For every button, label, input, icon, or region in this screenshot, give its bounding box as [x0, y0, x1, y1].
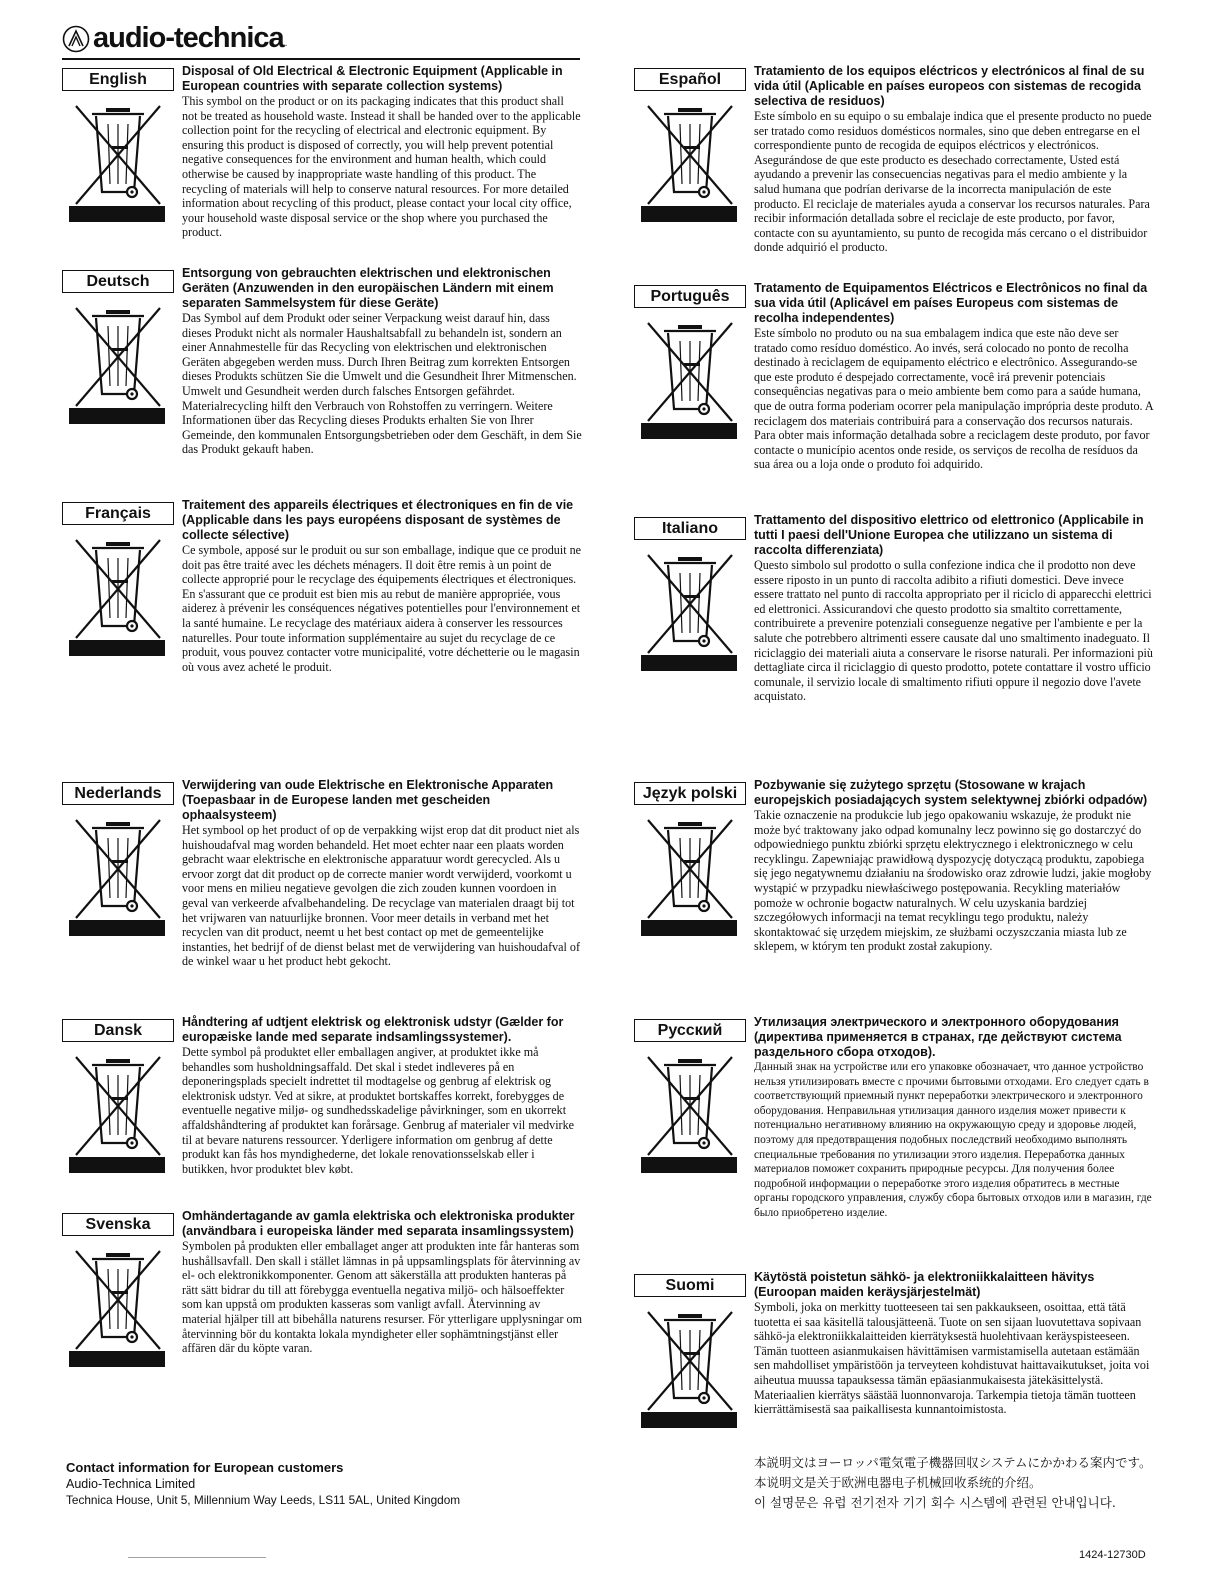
- lang-label: Svenska: [62, 1213, 174, 1236]
- section-body: Symboli, joka on merkitty tuotteeseen tai sen pakkaukseen, osoittaa, että tätä tuotetta ei saa käsitellä talousjätteenä. Tuote on sen sijaan luovutettava sopivaan sähkö-ja elektroniikkalaitteiden kierrätyksestä huolehtivaan keräyspisteeseen. Tämän tuotteen asianmukaisen hävittämisen varmistamisella autetaan estämään sen mahdolliset ympäristöön ja terveyteen kohdistuvat haittavaikutukset, joita voi aiheutua muussa tapauksessa tämän epäasianmukaisesta jätekäsittelystä. Materiaalien kierrätys säästää luonnonvaroja. Tarkempia tietoja tämän tuotteen kierrättämisestä saa paikallisesta kunnantoimistosta.: [754, 1300, 1150, 1417]
- japanese-note: 本説明文はヨーロッパ電気電子機器回収システムにかかわる案内です。: [754, 1455, 1152, 1470]
- section-body: Das Symbol auf dem Produkt oder seiner Verpackung weist darauf hin, dass dieses Produkt nicht als normaler Haushaltsabfall zu behandeln ist, sondern an einer Annahmestelle für das Recycling von elektrischen und elektronischen Geräten abgegeben werden muss. Durch Ihren Beitrag zum korrekten Entsorgen dieses Produkts schützen Sie die Umwelt und die Gesundheit Ihrer Mitmenschen. Umwelt und Gesundheit werden durch falsches Entsorgen gefährdet. Materialrecycling hilft den Verbrauch von Rohstoffen zu verringern. Weitere Informationen über das Recycling dieses Produkts erhalten Sie von Ihrer Gemeinde, den kommunalen Entsorgungsbetrieben oder dem Geschäft, in dem Sie das Produkt gekauft haben.: [182, 311, 582, 457]
- weee-bar: [641, 1412, 737, 1428]
- weee-bin-icon: [68, 1245, 168, 1353]
- lang-label: Dansk: [62, 1019, 174, 1042]
- section-title: Tratamento de Equipamentos Eléctricos e Electrônicos no final da sua vida útil (Aplicável em países Europeus com sistemas de recolha independentes): [754, 281, 1148, 325]
- section-title: Traitement des appareils électriques et électroniques en fin de vie (Applicable dans les pays européens disposant de systèmes de collecte sélective): [182, 498, 574, 542]
- section-text: [754, 64, 1154, 255]
- section-body: Данный знак на устройстве или его упаковке обозначает, что данное устройство нельзя утилизировать вместе с прочими бытовыми отходами. Его следует сдать в соответствующий приемный пункт переработки электрического и электронного оборудования. Неправильная утилизация данного изделия может привести к потенциально негативному влиянию на окружающую среду и здоровье людей, поэтому для предотвращения подобных последствий необходимо выполнять специальные требования по утилизации этого изделия. Переработка данных материалов поможет сохранить природные ресурсы. Для получения более подробной информации о переработке этого изделия обратитесь в местные органы городского управления, службу сбора бытовых отходов или в магазин, где было приобретено изделие.: [754, 1061, 1152, 1219]
- lang-label: English: [62, 68, 174, 91]
- section-title: Entsorgung von gebrauchten elektrischen und elektronischen Geräten (Anzuwenden in den europäischen Ländern mit einem separaten Sammelsystem für diese Geräte): [182, 266, 554, 310]
- section-body: This symbol on the product or on its packaging indicates that this product shall not be treated as household waste. Instead it shall be handed over to the applicable collection point for the recycling of electrical and electronic equipment. By ensuring this product is disposed of correctly, you will help prevent potential negative consequences for the environment and human health, which could otherwise be caused by inappropriate waste handling of this product. The recycling of materials will help to conserve natural resources. For more detailed information about recycling of this product, please contact your local city office, your household waste disposal service or the shop where you purchased the product.: [182, 94, 581, 240]
- weee-bar: [641, 655, 737, 671]
- lang-label: Suomi: [634, 1274, 746, 1297]
- weee-bin-icon: [68, 302, 168, 410]
- weee-bar: [69, 640, 165, 656]
- weee-bin-icon: [640, 549, 740, 657]
- weee-bar: [69, 206, 165, 222]
- lang-label: Język polski: [634, 782, 746, 805]
- section-body: Questo simbolo sul prodotto o sulla confezione indica che il prodotto non deve essere riposto in un punto di raccolta adibito a rifiuti domestici. Deve invece essere trattato nel punto di raccolta appropriato per il riciclo di apparecchi elettrici ed elettronici. Assicurandovi che questo prodotto sia smaltito correttamente, contribuirete a prevenire potenziali conseguenze negative per l'ambiente e per la salute che potrebbero altrimenti essere causate dal uno smaltimento inadeguato. Il riciclaggio dei materiali aiuta a conservare le risorse naturali. Per informazioni più dettagliate circa il riciclaggio di questo prodotto, potete contattare il vostro ufficio comunale, il servizio locale di smaltimento rifiuti oppure il negozio dove l'avete acquistato.: [754, 558, 1153, 704]
- weee-bin-icon: [68, 100, 168, 208]
- section-title: Verwijdering van oude Elektrische en Elektronische Apparaten (Toepasbaar in de Europese landen met gescheiden ophaalsysteem): [182, 778, 554, 822]
- weee-bin-icon: [640, 814, 740, 922]
- section-title: Утилизация электрического и электронного оборудования (директива применяется в странах, где действуют система раздельного сбора отходов).: [754, 1015, 1122, 1059]
- section-body: Este símbolo no produto ou na sua embalagem indica que este não deve ser tratado como resíduo doméstico. Ao invés, será colocado no ponto de recolha destinado à reciclagem de equipamento eléctrico e electrônico. Assegurando-se que este produto é despejado correctamente, você irá prevenir potenciais consequências negativas para o meio ambiente bem como para a saúde humana, que de outra forma poderiam ocorrer pela manipulação imprópria deste produto. A reciclagem dos materiais contribuirá para a conservação dos recursos naturais. Para obter mais informação detalhada sobre a reciclagem deste produto, por favor contacte o município acentos onde reside, os serviços de recolha de resíduos da sua área ou a loja onde o produto foi adquirido.: [754, 326, 1153, 472]
- section-body: Este símbolo en su equipo o su embalaje indica que el presente producto no puede ser tratado como residuos domésticos normales, sino que deben entregarse en el correspondiente punto de recogida de equipos eléctricos y electrónicos. Asegurándose de que este producto es desechado correctamente, Usted está ayudando a prevenir las consecuencias negativas para el medio ambiente y la salud humana que podrían derivarse de la incorrecta manipulación de este producto. El reciclaje de materiales ayuda a conservar los recursos naturales. Para recibir información detallada sobre el reciclaje de este producto, por favor, contacte con su ayuntamiento, su punto de recogida más cercano o el distribuidor donde adquirió el producto.: [754, 109, 1152, 255]
- section-body: Dette symbol på produktet eller emballagen angiver, at produktet ikke må behandles som husholdningsaffald. Det skal i stedet indleveres på en deponeringsplads specielt indrettet til modtagelse og genbrug af elektrisk og elektronisk udstyr. Ved at sikre, at produktet bortskaffes korrekt, forebygges de eventuelle negative miljø- og sundhedsskadelige påvirkninger, som en ukorrekt affaldshåndtering af produktet kan forårsage. Genbrug af materialer vil medvirke til at bevare naturens ressourcer. Yderligere information om genbrug af dette produkt kan fås hos myndighederne, det lokale renovationsselskab eller i butikken, hvor produktet blev købt.: [182, 1045, 574, 1176]
- section-text: [182, 778, 582, 969]
- lang-label: Español: [634, 68, 746, 91]
- section-body: Ce symbole, apposé sur le produit ou sur son emballage, indique que ce produit ne doit pas être traité avec les déchets ménagers. Il doit être remis à un point de collecte approprié pour le recyclage des équipements électriques et électroniques. En s'assurant que ce produit est bien mis au rebut de manière appropriée, vous aiderez à prévenir les conséquences négatives potentielles pour l'environnement et la santé humaine. Le recyclage des matériaux aidera à conserver les ressources naturelles. Pour toute information supplémentaire au sujet du recyclage de ce produit, vous pouvez contacter votre municipalité, votre déchetterie ou le magasin où vous avez acheté le produit.: [182, 543, 582, 674]
- weee-bin-icon: [640, 317, 740, 425]
- section-title: Tratamiento de los equipos eléctricos y electrónicos al final de su vida útil (Aplicable en países europeos con sistemas de recogida selectiva de residuos): [754, 64, 1145, 108]
- contact-address: Technica House, Unit 5, Millennium Way Leeds, LS11 5AL, United Kingdom: [66, 1493, 461, 1507]
- lang-label: Deutsch: [62, 270, 174, 293]
- section-text: [182, 64, 582, 240]
- section-body: Symbolen på produkten eller emballaget anger att produkten inte får hanteras som hushållsavfall. Den skall i stället lämnas in på uppsamlingsplats för återvinning av el- och elektronikkomponenter. Genom att säkerställa att produkten hanteras på rätt sätt bidrar du till att förebygga eventuella negativa miljö- och hälsoeffekter som kan uppstå om produkten kasseras som vanligt avfall. Återvinning av material hjälper till att bibehålla naturens resurser. För ytterligare upplysningar om återvinning bör du kontakta lokala myndigheter eller sophämtningstjänst eller affären där du köpte varan.: [182, 1239, 582, 1356]
- section-title: Trattamento del dispositivo elettrico od elettronico (Applicabile in tutti I paesi dell'Unione Europea che utilizzano un sistema di raccolta differenziata): [754, 513, 1144, 557]
- brand-name: audio-technica: [93, 22, 284, 54]
- section-title: Håndtering af udtjent elektrisk og elektronisk udstyr (Gælder for europæiske lande med separate indsamlingssystemer).: [182, 1015, 564, 1044]
- weee-bar: [69, 1351, 165, 1367]
- section-text: [754, 281, 1154, 472]
- weee-bin-icon: [640, 1306, 740, 1414]
- section-text: [754, 513, 1154, 704]
- lang-label: Italiano: [634, 517, 746, 540]
- brand-suffix: .: [284, 38, 288, 49]
- weee-bar: [641, 206, 737, 222]
- lang-label: Русский: [634, 1019, 746, 1042]
- lang-label: Nederlands: [62, 782, 174, 805]
- section-text: [182, 266, 582, 457]
- section-text: [182, 1209, 582, 1356]
- lang-label: Português: [634, 285, 746, 308]
- section-body: Takie oznaczenie na produkcie lub jego opakowaniu wskazuje, że produkt nie może być traktowany jako odpad komunalny lecz powinno się go dostarczyć do odpowiedniego punktu zbiórki sprzętu elektrycznego i elektronicznego w celu recyklingu. Zapewniając prawidłową dyspozycję dotyczącą produktu, zapobiega się jego negatywnemu działaniu na środowisko oraz zdrowie ludzi, jakie mogłoby wystąpić w przypadku niewłaściwego postępowania. Recykling materiałów pomoże w ochronie bogactw naturalnych. W celu uzyskania bardziej szczegółowych informacji na temat recyklingu tego produktu, należy skontaktować się urzędem miejskim, ze służbami oczyszczania miasta lub ze sklepem, w którym ten produkt został zakupiony.: [754, 808, 1152, 954]
- section-text: [182, 498, 582, 674]
- weee-bin-icon: [640, 100, 740, 208]
- contact-company: Audio-Technica Limited: [66, 1477, 196, 1491]
- header-rule: [62, 58, 580, 60]
- blue-line: [128, 1557, 266, 1558]
- section-title: Pozbywanie się zużytego sprzętu (Stosowane w krajach europejskich posiadających system selektywnej zbiórki odpadów): [754, 778, 1148, 807]
- section-text: [754, 1270, 1154, 1417]
- weee-bin-icon: [68, 1051, 168, 1159]
- weee-bar: [69, 1157, 165, 1173]
- brand-logo: [62, 24, 287, 53]
- audio-technica-logo-icon: [62, 25, 90, 53]
- section-text: [754, 778, 1154, 954]
- section-title: Omhändertagande av gamla elektriska och elektroniska produkter (användbara i europeiska länder med separata insamlingssystem): [182, 1209, 575, 1238]
- section-body: Het symbool op het product of op de verpakking wijst erop dat dit product niet als huishoudafval mag worden behandeld. Het moet echter naar een plaats worden gebracht waar elektrische en elektronische apparatuur wordt gerecycled. Als u ervoor zorgt dat dit product op de correcte manier wordt verwijderd, voorkomt u voor mens en milieu negatieve gevolgen die zich zouden kunnen voordoen in geval van verkeerde afvalbehandeling. De recyclage van materialen draagt bij tot het vrijwaren van natuurlijke bronnen. Voor meer details in verband met het recyclen van dit product, neemt u het best contact op met de gemeentelijke instanties, het bedrijf of de dienst belast met de verwijdering van huishoudafval of de winkel waar u het product hebt gekocht.: [182, 823, 580, 969]
- chinese-note: 本说明文是关于欧洲电器电子机械回收系统的介绍。: [754, 1475, 1042, 1490]
- weee-bar: [69, 920, 165, 936]
- weee-bar: [641, 920, 737, 936]
- document-number: 1424-12730D: [1079, 1549, 1146, 1561]
- asian-notes: [754, 1453, 1152, 1513]
- weee-bar: [69, 408, 165, 424]
- contact-heading: Contact information for European customers: [66, 1460, 344, 1475]
- section-title: Disposal of Old Electrical & Electronic Equipment (Applicable in European countries with separate collection systems): [182, 64, 563, 93]
- weee-bin-icon: [640, 1051, 740, 1159]
- korean-note: 이 설명문은 유럽 전기전자 기기 회수 시스템에 관련된 안내입니다.: [754, 1495, 1116, 1510]
- section-text: [182, 1015, 582, 1176]
- weee-bin-icon: [68, 534, 168, 642]
- section-text: [754, 1015, 1154, 1221]
- contact-info: [66, 1459, 460, 1508]
- weee-bar: [641, 423, 737, 439]
- weee-bin-icon: [68, 814, 168, 922]
- section-title: Käytöstä poistetun sähkö- ja elektroniikkalaitteen hävitys (Euroopan maiden keräysjärjestelmät): [754, 1270, 1095, 1299]
- lang-label: Français: [62, 502, 174, 525]
- weee-bar: [641, 1157, 737, 1173]
